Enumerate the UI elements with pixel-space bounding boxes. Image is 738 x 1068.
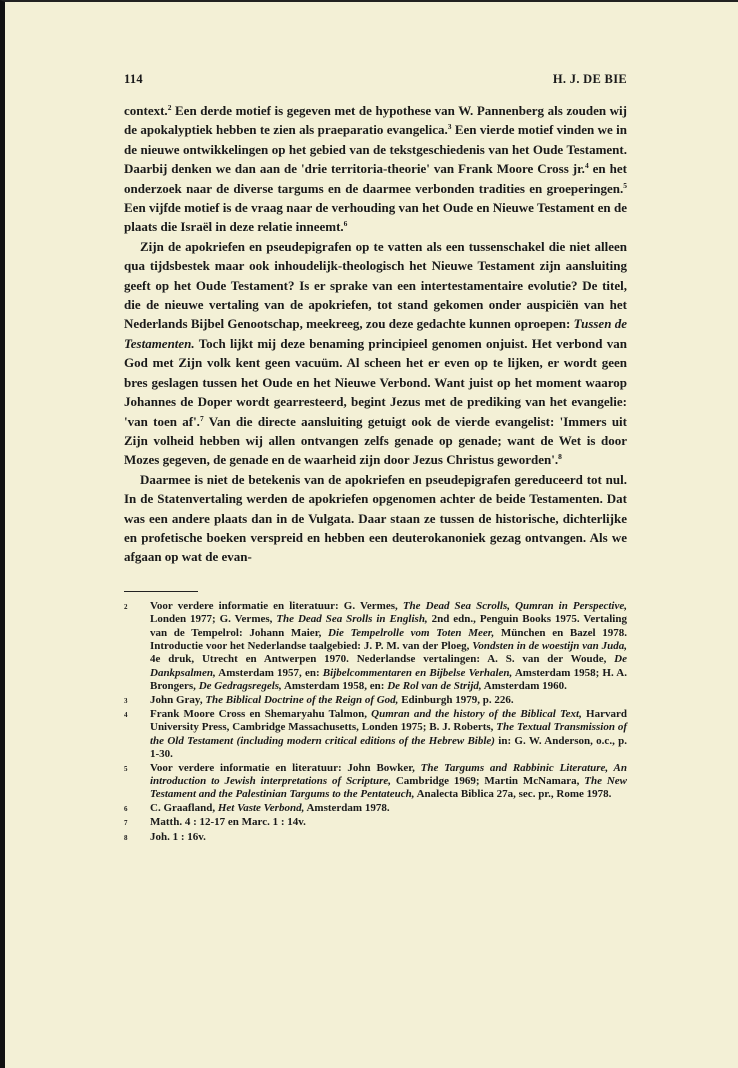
text-run: Amsterdam 1958, en: bbox=[281, 680, 388, 693]
paragraph bbox=[124, 101, 627, 237]
page-content bbox=[124, 72, 627, 845]
text-run: en het onderzoek naar de diverse targums en de daarmee verbonden tradities en groeperingen. bbox=[124, 161, 627, 196]
text-run: Amsterdam 1978. bbox=[304, 801, 390, 814]
page-number: 114 bbox=[124, 72, 143, 86]
footnote-number: 7 bbox=[124, 819, 128, 828]
text-run: Een vijfde motief is de vraag naar de verhouding van het Oude en Nieuwe Testament en de plaats die Israël in deze relatie inneemt. bbox=[124, 200, 627, 235]
text-run: Matth. 4 : 12-17 en Marc. 1 : 14v. bbox=[150, 816, 306, 829]
text-run: Frank Moore Cross en Shemaryahu Talmon, bbox=[150, 708, 372, 720]
footnote-ref: 5 bbox=[623, 180, 627, 190]
italic-text: The New Testament and the Palestinian Targums to the Pentateuch, bbox=[150, 775, 627, 801]
footnote-text bbox=[150, 831, 627, 845]
footnote-ref: 2 bbox=[167, 103, 172, 112]
footnote-number: 5 bbox=[124, 764, 128, 773]
italic-text: The Biblical Doctrine of the Reign of God, bbox=[205, 693, 399, 706]
text-run: Edinburgh 1979, p. 226. bbox=[398, 693, 514, 706]
italic-text: De Gedragsregels, bbox=[198, 680, 282, 693]
footnote-ref: 8 bbox=[558, 452, 562, 462]
footnote-text bbox=[150, 708, 627, 762]
italic-text: Tussen de Testamenten. bbox=[124, 316, 628, 351]
footnote-ref: 4 bbox=[584, 161, 589, 171]
text-run: Amsterdam 1957, en: bbox=[215, 666, 323, 679]
footnote bbox=[124, 600, 627, 694]
footnote bbox=[124, 802, 627, 816]
text-run: context. bbox=[124, 103, 168, 118]
footnote-text bbox=[150, 802, 627, 816]
footnote-text bbox=[150, 762, 627, 802]
running-header bbox=[124, 72, 627, 87]
text-run: Van die directe aansluiting getuigt ook de vierde evangelist: 'Immers uit Zijn volheid hebben wij allen ontvangen zelfs genade op genade; want de Wet is door Mozes gegeven, de genade en de waarheid zijn door Jezus Christus geworden'. bbox=[124, 413, 627, 468]
italic-text: The Targums and Rabbinic Literature, An introduction to Jewish interpretations of Scripture, bbox=[150, 761, 628, 788]
footnote bbox=[124, 816, 627, 830]
footnote-ref: 3 bbox=[447, 122, 452, 132]
italic-text: Qumran and the history of the Biblical Text, bbox=[371, 708, 582, 720]
footnote bbox=[124, 762, 627, 802]
text-run: Zijn de apokriefen en pseudepigrafen op te vatten als een tussenschakel die niet alleen qua tijdsbestek maar ook inhoudelijk-theologisch het Nieuwe Testament zijn aansluiting geeft op het Oude Testament? Is er sprake van een intertestamentaire evolutie? De titel, die de nieuwe vertaling van de apokriefen, tot stand gekomen onder auspiciën van het Nederlands Bijbel Genootschap, meekreeg, zou deze gedachte kunnen oproepen: bbox=[124, 238, 627, 332]
text-run: Een derde motief is gegeven met de hypothese van W. Pannenberg als zouden wij de apokalyptiek hebben te zien als praeparatio evangelica. bbox=[124, 103, 627, 138]
text-run: Harvard University Press, Cambridge Massachusetts, Londen 1975; B. J. Roberts, bbox=[150, 708, 627, 734]
footnote-ref: 7 bbox=[199, 413, 204, 423]
footnote bbox=[124, 694, 627, 708]
footnote-number: 4 bbox=[124, 711, 128, 719]
italic-text: The Dead Sea Scrolls, Qumran in Perspective, bbox=[402, 599, 627, 612]
footnote-text bbox=[150, 694, 627, 708]
text-run: Amsterdam 1958; H. A. Brongers, bbox=[150, 666, 627, 693]
paragraph bbox=[124, 470, 627, 567]
text-run: Een vierde motief vinden we in de nieuwe ontwikkelingen op het gebied van de tekstgeschiedenis van het Oude Testament. Daarbij denken we dan aan de 'drie territoria-theorie' van Frank Moore Cross jr. bbox=[124, 122, 627, 177]
text-run: Cambridge 1969; Martin McNamara, bbox=[391, 775, 585, 788]
italic-text: De Dankpsalmen, bbox=[150, 653, 627, 679]
text-run: C. Graafland, bbox=[150, 801, 218, 814]
text-run: John Gray, bbox=[150, 693, 206, 706]
text-run: Voor verdere informatie en literatuur: G. Vermes, bbox=[150, 599, 403, 612]
italic-text: Die Tempelrolle vom Toten Meer, bbox=[328, 626, 495, 639]
footnote-ref: 6 bbox=[343, 219, 348, 229]
italic-text: Het Vaste Verbond, bbox=[217, 801, 305, 814]
text-run: Joh. 1 : 16v. bbox=[150, 830, 206, 843]
footnote-text bbox=[150, 816, 627, 830]
paragraph bbox=[124, 237, 627, 470]
text-run: Daarmee is niet de betekenis van de apokriefen en pseudepigrafen gereduceerd tot nul. In de Statenvertaling werden de apokriefen opgenomen achter de beide Testamenten. Dat was een andere plaats dan in de Vulgata. Daar staan ze tussen de historische, dichterlijke en profetische boeken verspreid en hebben een deuterokanoniek gezag ontvangen. Als we afgaan op wat de evan- bbox=[124, 471, 627, 565]
text-run: in: G. W. Anderson, o.c., p. 1-30. bbox=[150, 734, 627, 761]
italic-text: The Textual Transmission of the Old Testament (including modern critical editions of the Hebrew Bible) bbox=[150, 721, 627, 747]
running-title: H. J. DE BIE bbox=[552, 72, 627, 86]
footnotes bbox=[124, 600, 627, 845]
footnote-number: 3 bbox=[124, 696, 128, 705]
footnote bbox=[124, 708, 627, 762]
footnote-number: 2 bbox=[124, 602, 128, 611]
text-run: Amsterdam 1960. bbox=[481, 680, 567, 693]
text-run: Voor verdere informatie en literatuur: John Bowker, bbox=[150, 761, 421, 774]
text-run: Toch lijkt mij deze benaming principieel genomen onjuist. Het verbond van God met Zijn volk kent geen vacuüm. Al scheen het er even op te lijken, er wordt geen bres geslagen tussen het Oude en het Nieuwe Verbond. Want juist op het moment waarop Johannes de Doper wordt gearresteerd, begint Jezus met de prediking van het evangelie: 'van toen af'. bbox=[124, 335, 627, 429]
italic-text: Vondsten in de woestijn van Juda, bbox=[472, 639, 627, 652]
text-run: Londen 1977; G. Vermes, bbox=[150, 613, 277, 626]
text-run: 2nd edn., Penguin Books 1975. Vertaling van de Tempelrol: Johann Maier, bbox=[150, 613, 627, 639]
text-run: München en Bazel 1978. Introductie voor het Nederlandse taalgebied: J. P. M. van der Ploeg, bbox=[150, 626, 627, 652]
italic-text: Bijbelcommentaren en Bijbelse Verhalen, bbox=[322, 666, 513, 679]
body-text bbox=[124, 101, 627, 567]
italic-text: The Dead Sea Srolls in English, bbox=[276, 613, 428, 626]
text-run: Analecta Biblica 27a, sec. pr., Rome 1978. bbox=[414, 788, 612, 801]
italic-text: De Rol van de Strijd, bbox=[387, 680, 482, 693]
footnote-number: 8 bbox=[124, 833, 128, 842]
footnote-number: 6 bbox=[124, 804, 128, 813]
footnote-divider bbox=[124, 591, 198, 592]
text-run: 4e druk, Utrecht en Antwerpen 1970. Nederlandse vertalingen: A. S. van der Woude, bbox=[150, 653, 615, 666]
footnote bbox=[124, 831, 627, 845]
footnote-text bbox=[150, 600, 627, 694]
